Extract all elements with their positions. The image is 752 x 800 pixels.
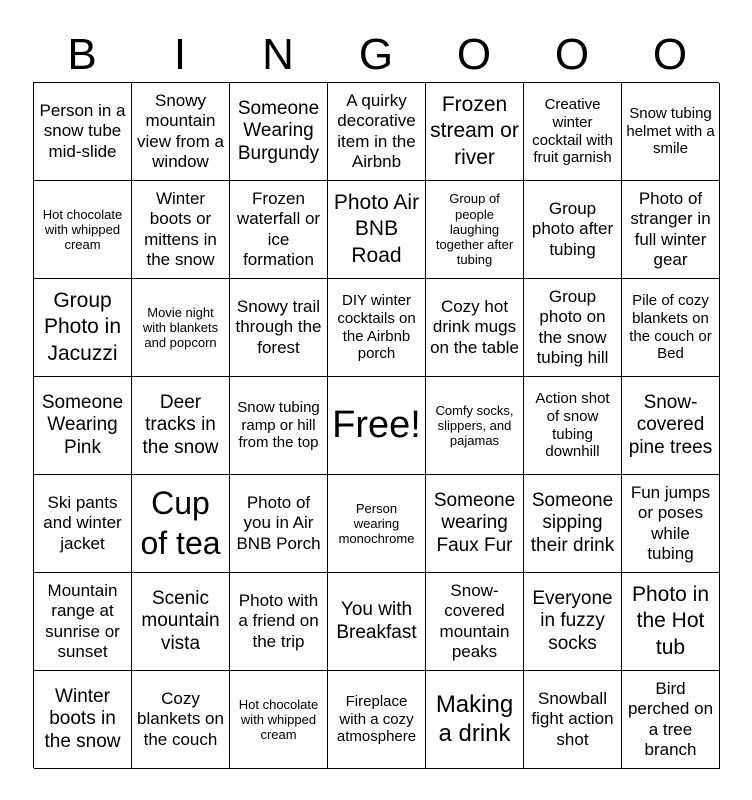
bingo-cell[interactable] bbox=[34, 279, 132, 377]
cell-text: Snow tubing ramp or hill from the top bbox=[237, 398, 320, 452]
bingo-cell[interactable] bbox=[524, 671, 622, 769]
bingo-cell[interactable] bbox=[34, 83, 132, 181]
bingo-header bbox=[33, 28, 719, 82]
bingo-cell[interactable] bbox=[622, 279, 720, 377]
cell-text: Photo of stranger in full winter gear bbox=[630, 189, 711, 269]
bingo-cell[interactable] bbox=[230, 181, 328, 279]
cell-text: Group photo after tubing bbox=[531, 199, 614, 259]
cell-text: Ski pants and winter jacket bbox=[43, 493, 122, 553]
cell-text: Cozy hot drink mugs on the table bbox=[430, 297, 519, 357]
bingo-cell[interactable] bbox=[132, 475, 230, 573]
cell-text: Photo Air BNB Road bbox=[333, 191, 420, 267]
free-space-text: Free! bbox=[332, 404, 421, 447]
bingo-cell[interactable] bbox=[328, 279, 426, 377]
cell-text: Snow tubing helmet with a smile bbox=[626, 104, 715, 158]
cell-text: Snowy mountain view from a window bbox=[137, 91, 224, 171]
bingo-cell[interactable] bbox=[426, 83, 524, 181]
bingo-cell[interactable] bbox=[622, 181, 720, 279]
cell-text: Hot chocolate with whipped cream bbox=[42, 206, 123, 253]
bingo-cell[interactable] bbox=[34, 181, 132, 279]
header-letter-o-3: O bbox=[652, 30, 688, 79]
cell-text: Person wearing monochrome bbox=[338, 500, 415, 547]
bingo-cell[interactable] bbox=[426, 475, 524, 573]
bingo-cell[interactable] bbox=[230, 279, 328, 377]
bingo-cell[interactable] bbox=[524, 475, 622, 573]
cell-text: DIY winter cocktails on the Airbnb porch bbox=[337, 292, 416, 363]
bingo-cell[interactable] bbox=[622, 573, 720, 671]
cell-text: Movie night with blankets and popcorn bbox=[142, 304, 219, 351]
bingo-cell[interactable] bbox=[622, 83, 720, 181]
cell-text: Group Photo in Jacuzzi bbox=[43, 289, 122, 365]
cell-text: Someone sipping their drink bbox=[530, 489, 615, 556]
header-letter-g: G bbox=[358, 30, 394, 79]
bingo-cell[interactable] bbox=[34, 573, 132, 671]
cell-text: Cozy blankets on the couch bbox=[137, 689, 224, 749]
header-letter-o-2: O bbox=[554, 30, 590, 79]
cell-text: Snowy trail through the forest bbox=[235, 297, 322, 357]
bingo-cell[interactable] bbox=[34, 671, 132, 769]
bingo-cell[interactable] bbox=[426, 573, 524, 671]
cell-text: Photo with a friend on the trip bbox=[238, 591, 319, 651]
bingo-cell[interactable] bbox=[328, 83, 426, 181]
cell-text: Someone Wearing Pink bbox=[41, 391, 124, 458]
bingo-cell[interactable] bbox=[34, 475, 132, 573]
cell-text: Frozen waterfall or ice formation bbox=[236, 189, 321, 269]
header-letter-n: N bbox=[262, 30, 294, 79]
bingo-cell[interactable] bbox=[132, 573, 230, 671]
bingo-cell[interactable] bbox=[426, 279, 524, 377]
cell-text: Fun jumps or poses while tubing bbox=[630, 483, 711, 563]
bingo-cell[interactable] bbox=[132, 671, 230, 769]
cell-text: Snow-covered pine trees bbox=[628, 391, 713, 458]
bingo-cell[interactable] bbox=[132, 279, 230, 377]
bingo-cell[interactable] bbox=[524, 83, 622, 181]
bingo-cell[interactable] bbox=[622, 377, 720, 475]
cell-text: Winter boots or mittens in the snow bbox=[144, 189, 217, 269]
bingo-cell[interactable] bbox=[328, 671, 426, 769]
header-letter-b: B bbox=[67, 30, 97, 79]
bingo-cell[interactable] bbox=[328, 475, 426, 573]
cell-text: Comfy socks, slippers, and pajamas bbox=[435, 402, 514, 449]
cell-text: Snow-covered mountain peaks bbox=[439, 581, 510, 661]
cell-text: Deer tracks in the snow bbox=[142, 391, 219, 458]
cell-text: Hot chocolate with whipped cream bbox=[238, 696, 319, 743]
bingo-board bbox=[33, 82, 719, 768]
bingo-cell[interactable] bbox=[132, 83, 230, 181]
bingo-cell[interactable] bbox=[230, 671, 328, 769]
cell-text: Pile of cozy blankets on the couch or Bed bbox=[629, 292, 712, 363]
cell-text: Person in a snow tube mid-slide bbox=[39, 101, 126, 161]
bingo-cell[interactable] bbox=[230, 475, 328, 573]
bingo-cell[interactable] bbox=[426, 377, 524, 475]
bingo-cell[interactable] bbox=[524, 181, 622, 279]
header-letter-i: I bbox=[173, 30, 187, 79]
cell-text: Creative winter cocktail with fruit garnish bbox=[532, 96, 613, 167]
bingo-cell[interactable] bbox=[622, 475, 720, 573]
cell-text: Everyone in fuzzy socks bbox=[532, 587, 613, 654]
bingo-cell[interactable] bbox=[132, 181, 230, 279]
bingo-cell[interactable] bbox=[524, 377, 622, 475]
bingo-cell[interactable] bbox=[524, 573, 622, 671]
cell-text: You with Breakfast bbox=[336, 599, 417, 643]
bingo-cell[interactable] bbox=[426, 181, 524, 279]
cell-text: Someone wearing Faux Fur bbox=[433, 489, 516, 556]
cell-text: Someone Wearing Burgundy bbox=[237, 97, 320, 164]
bingo-cell[interactable] bbox=[426, 671, 524, 769]
cell-text: Fireplace with a cozy atmosphere bbox=[336, 692, 417, 746]
cell-text: Group of people laughing together after tubing bbox=[435, 191, 514, 268]
cell-text: Cup of tea bbox=[140, 485, 221, 561]
bingo-cell[interactable] bbox=[34, 377, 132, 475]
cell-text: A quirky decorative item in the Airbnb bbox=[337, 91, 416, 171]
cell-text: Group photo on the snow tubing hill bbox=[536, 287, 609, 367]
cell-text: Action shot of snow tubing downhill bbox=[535, 390, 610, 461]
header-letter-o-1: O bbox=[456, 30, 492, 79]
bingo-cell[interactable] bbox=[622, 671, 720, 769]
cell-text: Frozen stream or river bbox=[430, 93, 519, 169]
cell-text: Photo of you in Air BNB Porch bbox=[236, 493, 321, 553]
free-space-cell[interactable] bbox=[328, 377, 426, 475]
cell-text: Bird perched on a tree branch bbox=[627, 679, 714, 759]
cell-text: Photo in the Hot tub bbox=[631, 583, 710, 659]
bingo-cell[interactable] bbox=[132, 377, 230, 475]
bingo-cell[interactable] bbox=[230, 377, 328, 475]
bingo-cell[interactable] bbox=[328, 181, 426, 279]
cell-text: Snowball fight action shot bbox=[531, 689, 614, 749]
cell-text: Mountain range at sunrise or sunset bbox=[45, 581, 120, 661]
cell-text: Making a drink bbox=[435, 690, 514, 747]
bingo-cell[interactable] bbox=[230, 573, 328, 671]
bingo-cell[interactable] bbox=[524, 279, 622, 377]
bingo-cell[interactable] bbox=[230, 83, 328, 181]
cell-text: Scenic mountain vista bbox=[141, 587, 220, 654]
cell-text: Winter boots in the snow bbox=[44, 685, 121, 752]
bingo-cell[interactable] bbox=[328, 573, 426, 671]
